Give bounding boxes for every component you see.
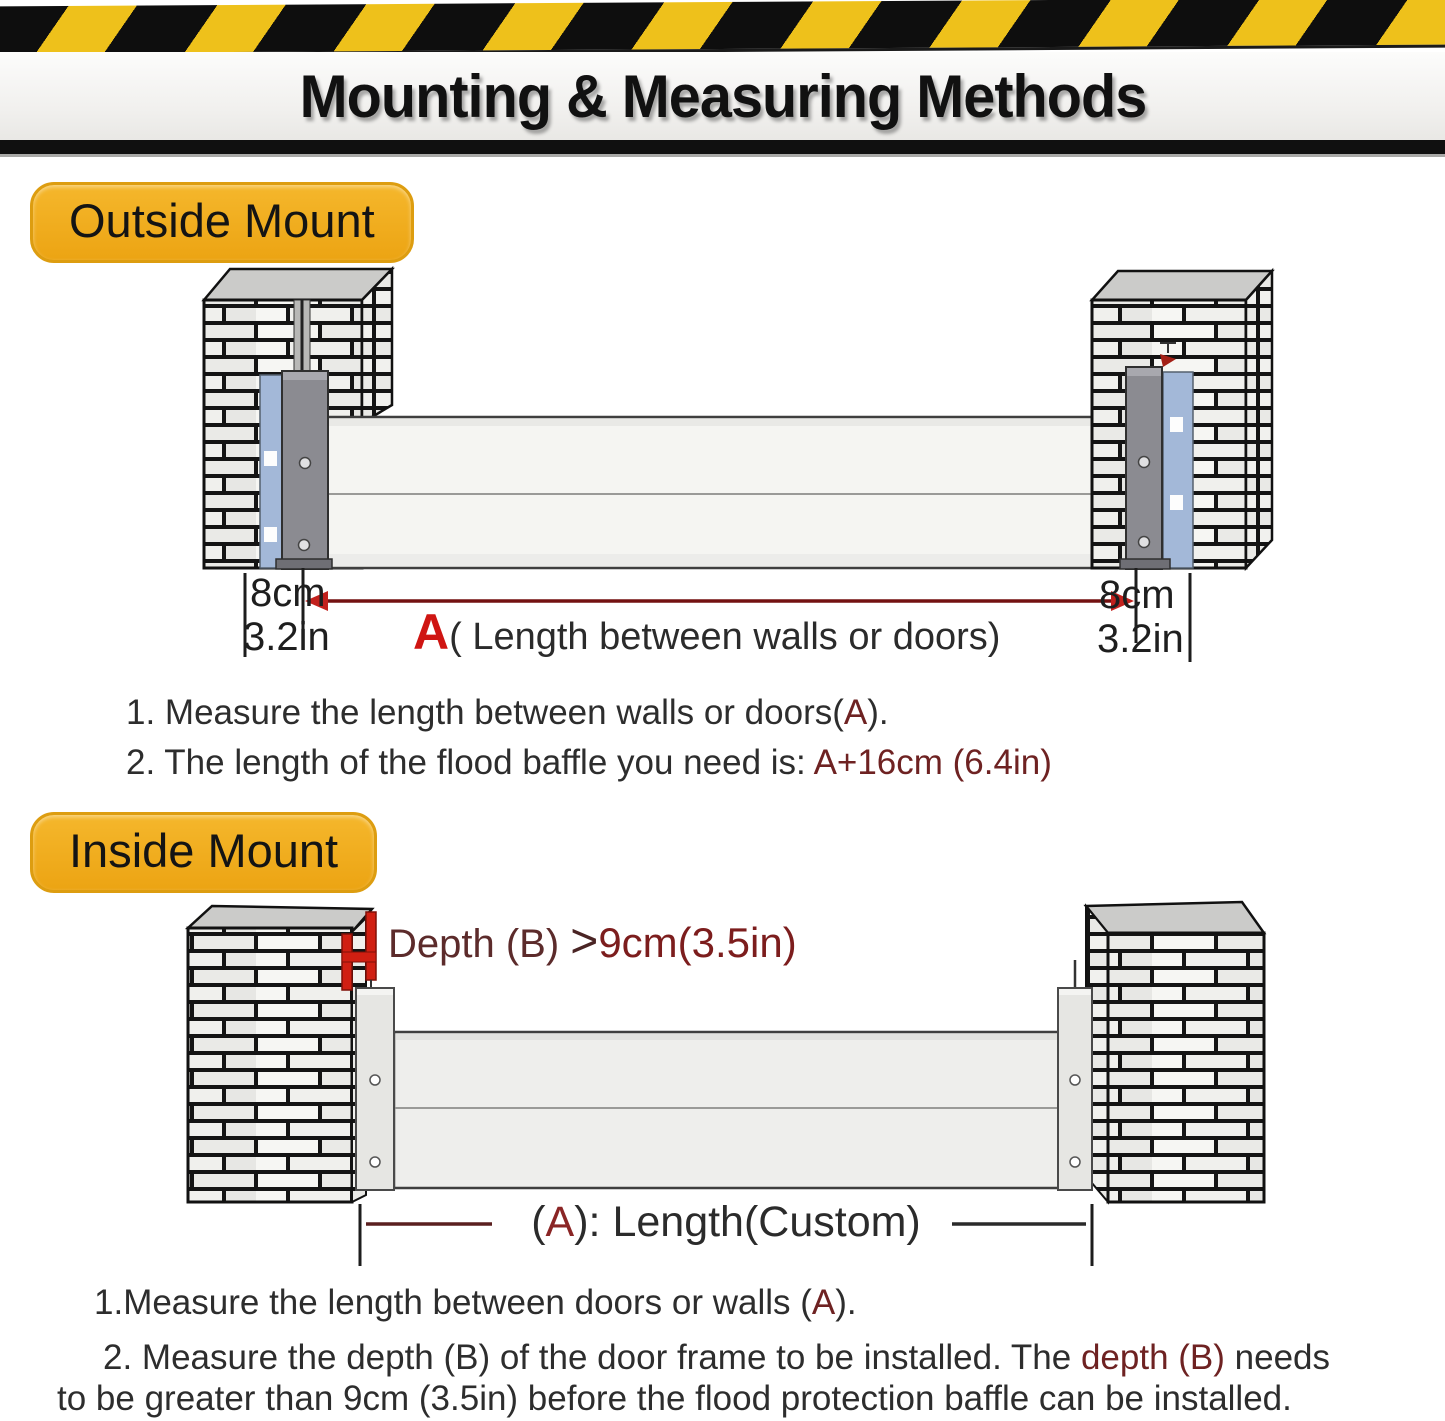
outside-note-1 bbox=[126, 695, 889, 730]
title-band bbox=[0, 52, 1445, 140]
right-gap-in: 3.2in bbox=[1097, 617, 1184, 661]
page-title: Mounting & Measuring Methods bbox=[299, 62, 1146, 130]
inside-note-3: to be greater than 9cm (3.5in) before the flood protection baffle can be installed. bbox=[57, 1379, 1292, 1418]
inside-mount-diagram bbox=[0, 900, 1445, 1295]
right-gap-cm: 8cm bbox=[1099, 573, 1175, 617]
length-custom-text: ): Length(Custom) bbox=[574, 1198, 921, 1246]
depth-b-text: Depth (B) bbox=[388, 922, 571, 966]
outside-note-2-text: 2. The length of the flood baffle you need is: bbox=[126, 743, 814, 782]
length-a-text: ( Length between walls or doors) bbox=[449, 616, 1001, 658]
inside-note-2-end: needs bbox=[1224, 1338, 1331, 1377]
inside-note-2-depth: depth (B) bbox=[1080, 1338, 1225, 1377]
left-gap-in: 3.2in bbox=[243, 615, 330, 659]
left-mounting-bracket bbox=[260, 371, 332, 569]
outside-mount-diagram bbox=[0, 255, 1445, 675]
hazard-tape bbox=[0, 0, 1445, 52]
flood-barrier-panels bbox=[322, 417, 1138, 568]
right-brick-pillar bbox=[1086, 902, 1264, 1202]
inside-note-1-a: A bbox=[811, 1283, 836, 1322]
outside-note-2-formula: A+16cm (6.4in) bbox=[813, 743, 1052, 782]
right-mounting-channel bbox=[1058, 960, 1092, 1190]
outside-note-1-text: 1. Measure the length between walls or doors( bbox=[126, 693, 844, 732]
depth-b-label bbox=[388, 915, 797, 968]
inside-note-2 bbox=[103, 1340, 1330, 1375]
depth-b-value: 9cm(3.5in) bbox=[598, 919, 797, 966]
left-gap-cm: 8cm bbox=[250, 571, 326, 615]
outside-mount-label: Outside Mount bbox=[30, 182, 414, 263]
inside-note-1-text: 1.Measure the length between doors or walls ( bbox=[94, 1283, 812, 1322]
inside-note-1-end: ). bbox=[835, 1283, 857, 1322]
greater-than-sign: > bbox=[570, 915, 599, 968]
length-custom-open: ( bbox=[531, 1198, 546, 1246]
length-a-label bbox=[413, 604, 1001, 660]
inside-note-2-text: 2. Measure the depth (B) of the door frame to be installed. The bbox=[103, 1338, 1081, 1377]
length-custom-a: A bbox=[545, 1198, 575, 1246]
inside-mount-label: Inside Mount bbox=[30, 812, 377, 893]
title-divider bbox=[0, 140, 1445, 154]
right-mounting-bracket bbox=[1120, 354, 1193, 569]
hazard-stripes-icon bbox=[0, 0, 1445, 52]
length-a-letter: A bbox=[413, 604, 450, 660]
outside-note-2 bbox=[126, 745, 1052, 780]
flood-barrier-panels bbox=[394, 1032, 1060, 1188]
outside-note-1-end: ). bbox=[867, 693, 889, 732]
length-custom-label bbox=[360, 1198, 1092, 1246]
outside-note-1-a: A bbox=[843, 693, 868, 732]
left-mounting-channel bbox=[356, 988, 394, 1190]
inside-note-1 bbox=[94, 1285, 857, 1320]
